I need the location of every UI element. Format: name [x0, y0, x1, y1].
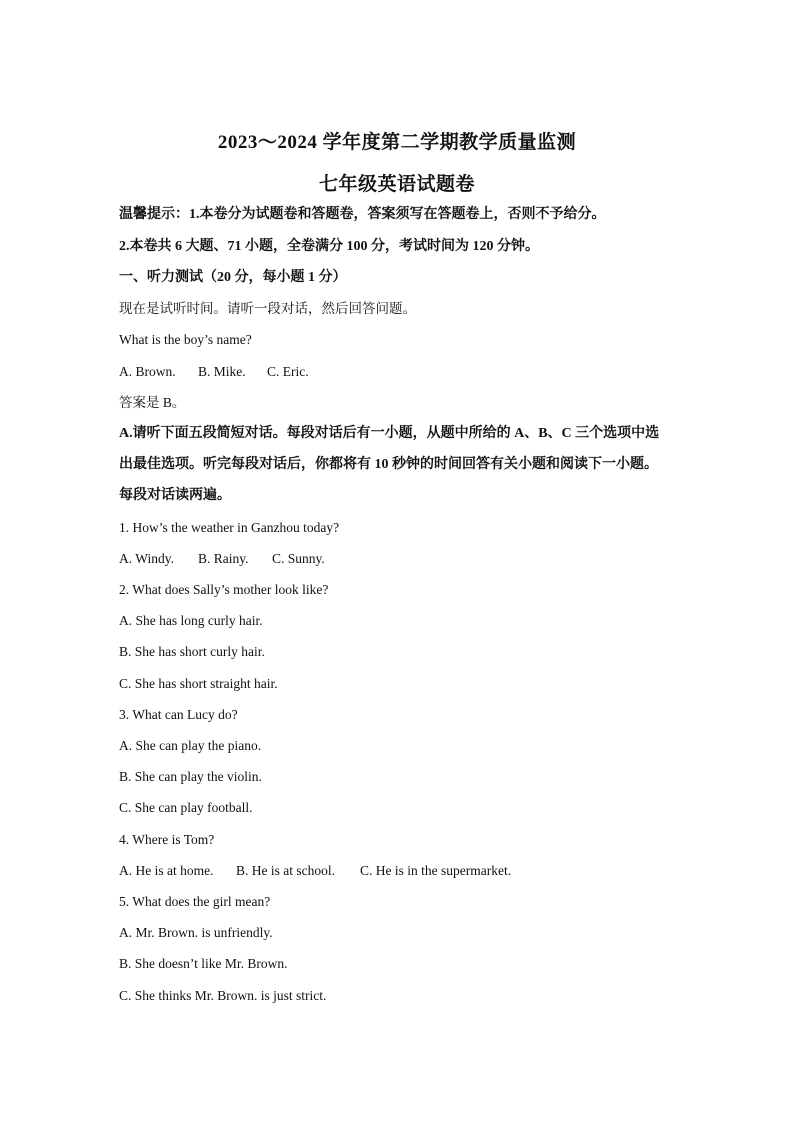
question-5-option-c: C. She thinks Mr. Brown. is just strict. — [119, 988, 327, 1003]
option: C. Sunny. — [272, 551, 325, 566]
exam-subtitle: 七年级英语试题卷 — [318, 174, 475, 195]
part-a-instruction-1: A.请听下面五段简短对话。每段对话后有一小题，从题中所给的 A、B、C 三个选项中选 — [119, 426, 660, 441]
trial-question: What is the boy’s name? — [119, 332, 252, 347]
question-2-option-a: A. She has long curly hair. — [119, 613, 263, 628]
question-3-option-a: A. She can play the piano. — [119, 738, 262, 753]
question-3: 3. What can Lucy do? — [119, 707, 238, 722]
question-4-options — [119, 862, 679, 880]
exam-title: 2023～2024 学年度第二学期教学质量监测 — [217, 132, 577, 153]
question-5: 5. What does the girl mean? — [119, 894, 271, 909]
trial-options — [119, 363, 679, 381]
question-2-option-b: B. She has short curly hair. — [119, 644, 265, 659]
notice-line-2: 2.本卷共 6 大题、71 小题，全卷满分 100 分，考试时间为 120 分钟。 — [119, 239, 539, 254]
option: C. Eric. — [267, 364, 309, 379]
question-3-option-b: B. She can play the violin. — [119, 769, 262, 784]
option: C. He is in the supermarket. — [360, 863, 512, 878]
trial-intro: 现在是试听时间。请听一段对话，然后回答问题。 — [119, 301, 416, 316]
question-5-option-b: B. She doesn’t like Mr. Brown. — [119, 956, 288, 971]
option: A. He is at home. — [119, 863, 214, 878]
trial-answer: 答案是 B。 — [119, 395, 186, 410]
question-2: 2. What does Sally’s mother look like? — [119, 582, 329, 597]
question-2-option-c: C. She has short straight hair. — [119, 676, 278, 691]
option: B. Mike. — [198, 364, 246, 379]
question-4: 4. Where is Tom? — [119, 832, 215, 847]
question-1: 1. How’s the weather in Ganzhou today? — [119, 520, 340, 535]
option: B. Rainy. — [198, 551, 249, 566]
question-5-option-a: A. Mr. Brown. is unfriendly. — [119, 925, 273, 940]
option: A. Windy. — [119, 551, 174, 566]
option: A. Brown. — [119, 364, 176, 379]
section-heading: 一、听力测试（20 分，每小题 1 分） — [119, 270, 347, 285]
question-1-options — [119, 550, 679, 568]
part-a-instruction-3: 每段对话读两遍。 — [119, 488, 231, 503]
question-3-option-c: C. She can play football. — [119, 800, 253, 815]
notice-line-1: 温馨提示：1.本卷分为试题卷和答题卷，答案须写在答题卷上，否则不予给分。 — [119, 207, 606, 222]
option: B. He is at school. — [236, 863, 335, 878]
part-a-instruction-2: 出最佳选项。听完每段对话后，你都将有 10 秒钟的时间回答有关小题和阅读下一小题。 — [119, 457, 658, 472]
